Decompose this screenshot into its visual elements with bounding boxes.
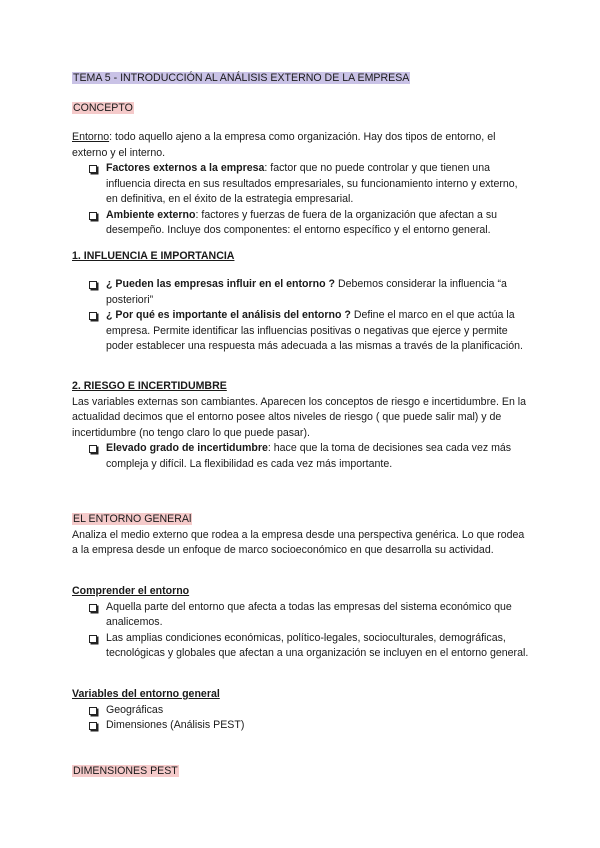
- list-item-text: : hace que la toma de decisiones sea cada vez más compleja y difícil. La flexibilidad es cada vez más importante.: [106, 442, 512, 470]
- entorno-term: Entorno: [72, 131, 110, 143]
- influencia-list: [72, 277, 532, 355]
- list-item-text: : factor que no puede controlar y que tienen una influencia directa en sus resultados empresariales, su funcionamiento interno y externo, en definitiva, en el éxito de la estrategia empresarial.: [106, 162, 518, 205]
- concepto-intro: [72, 130, 532, 161]
- list-item: [106, 208, 532, 239]
- riesgo-section: [72, 379, 532, 472]
- list-item-bold: ¿ Por qué es importante el análisis del entorno ?: [106, 309, 351, 321]
- comprender-heading: Comprender el entorno: [72, 585, 190, 597]
- concepto-list: [72, 161, 532, 239]
- list-item: [106, 441, 532, 472]
- influencia-heading: 1. INFLUENCIA E IMPORTANCIA: [72, 250, 235, 262]
- general-heading: EL ENTORNO GENERAl: [73, 513, 192, 525]
- document-title-block: [72, 71, 532, 87]
- riesgo-text: Las variables externas son cambiantes. Aparecen los conceptos de riesgo e incertidumbre. En la actualidad decimos que el entorno posee altos niveles de riesgo ( que puede salir mal) y de incertidumbre (no tengo claro lo que puede pasar).: [72, 395, 527, 439]
- concepto-section: [72, 130, 532, 239]
- variables-heading: Variables del entorno general: [72, 688, 220, 700]
- list-item: Dimensiones (Análisis PEST): [106, 718, 532, 734]
- pest-heading: DIMENSIONES PEST: [73, 765, 178, 777]
- concepto-heading-block: [72, 101, 532, 117]
- concepto-heading: CONCEPTO: [73, 102, 133, 114]
- list-item: [106, 308, 532, 355]
- list-item: Geográficas: [106, 703, 532, 719]
- list-item-bold: ¿ Pueden las empresas influir en el entorno ?: [106, 278, 335, 290]
- pest-heading-block: [72, 764, 532, 780]
- list-item: [106, 161, 532, 208]
- list-item-bold: Factores externos a la empresa: [106, 162, 265, 174]
- list-item-text: : factores y fuerzas de fuera de la organización que afectan a su desempeño. Incluye dos componentes: el entorno específico y el entorno general.: [106, 208, 498, 236]
- riesgo-heading: 2. RIESGO E INCERTIDUMBRE: [72, 380, 227, 392]
- comprender-section: [72, 584, 532, 662]
- variables-list: [72, 703, 532, 734]
- entorno-definition: : todo aquello ajeno a la empresa como organización. Hay dos tipos de entorno, el externo y el interno.: [72, 131, 496, 159]
- influencia-heading-block: [72, 249, 532, 265]
- comprender-list: [72, 600, 532, 662]
- list-item-text: Define el marco en el que actúa la empresa. Permite identificar las influencias positivas o negativas que ejerce y permite poder establecer una respuesta más adecuada a las mismas a través de la planificación.: [106, 309, 523, 352]
- list-item-text: Debemos considerar la influencia “a posteriori”: [106, 278, 507, 306]
- list-item: [106, 277, 532, 308]
- list-item: Aquella parte del entorno que afecta a todas las empresas del sistema económico que analicemos.: [106, 600, 532, 631]
- document-title: TEMA 5 - INTRODUCCIÓN AL ANÁLISIS EXTERNO DE LA EMPRESA: [73, 72, 410, 84]
- influencia-section: [72, 277, 532, 355]
- general-section: [72, 512, 532, 559]
- list-item-bold: Elevado grado de incertidumbre: [106, 442, 268, 454]
- general-text: Analiza el medio externo que rodea a la empresa desde una perspectiva genérica. Lo que rodea a la empresa desde un enfoque de marco socioeconómico en que desarrolla su actividad.: [72, 528, 525, 556]
- list-item: Las amplias condiciones económicas, político-legales, socioculturales, demográficas, tecnológicas y globales que afectan a una organización se incluyen en el entorno general.: [106, 631, 532, 662]
- list-item-bold: Ambiente externo: [106, 208, 196, 221]
- variables-section: [72, 687, 532, 734]
- riesgo-list: [72, 441, 532, 472]
